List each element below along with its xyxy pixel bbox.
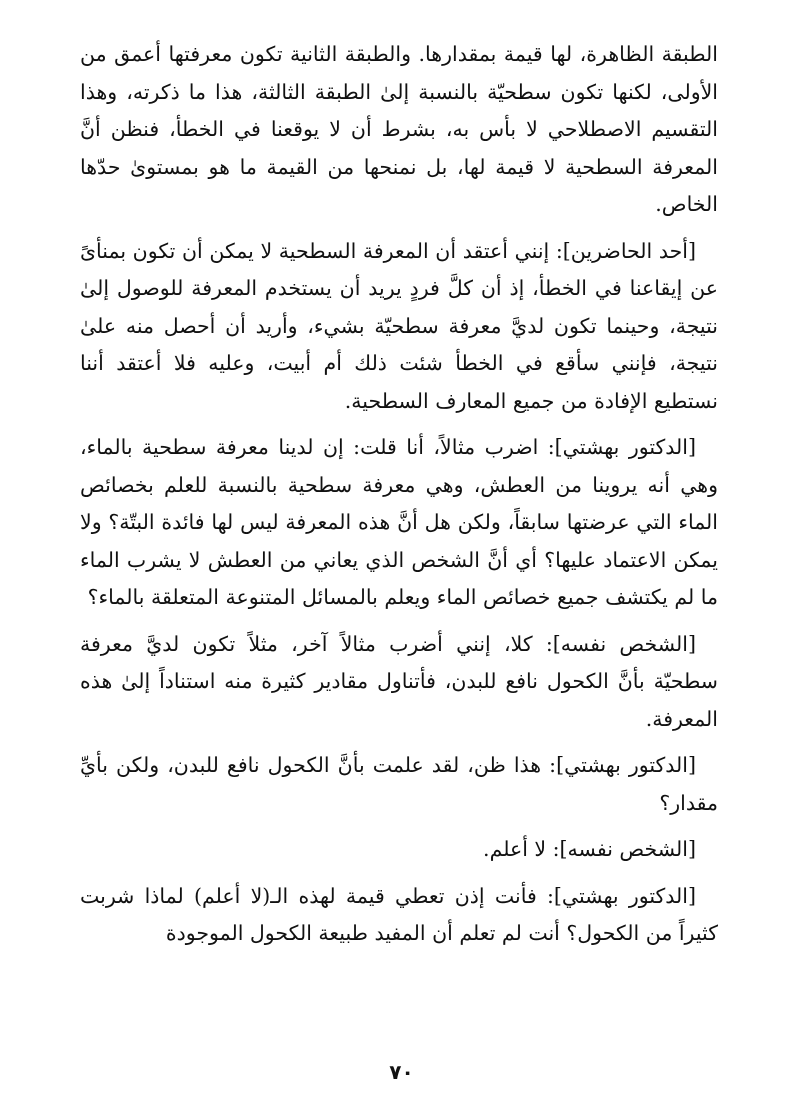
paragraph-2: [أحد الحاضرين]: إنني أعتقد أن المعرفة السطحية لا يمكن أن تكون بمنأىً عن إيقاعنا في الخطأ، إذ أن كلَّ فردٍ يريد أن يستخدم المعرفة للوصول إلىٰ نتيجة، وحينما تكون لديَّ معرفة سطحيّة بشيء، وأريد أن أحصل منه علىٰ نتيجة، فإنني سأقع في الخطأ شئت ذلك أم أبيت، وعليه فلا أعتقد أننا نستطيع الإفادة من جميع المعارف السطحية.: [80, 238, 718, 413]
paragraph-3: [الدكتور بهشتي]: اضرب مثالاً، أنا قلت: إن لدينا معرفة سطحية بالماء، وهي أنه يروينا من العطش، وهي معرفة سطحية بالنسبة للعلم بخصائص الماء التي عرضتها سابقاً، ولكن هل أنَّ هذه المعرفة ليس لها فائدة البتّة؟ ولا يمكن الاعتماد عليها؟ أي أنَّ الشخص الذي يعاني من العطش لا يشرب الماء ما لم يكتشف جميع خصائص الماء ويعلم بالمسائل المتنوعة المتعلقة بالماء؟: [80, 435, 718, 609]
page-body: [80, 36, 718, 962]
page-number: ٧٠: [389, 1060, 414, 1084]
paragraph-4: [الشخص نفسه]: كلا، إنني أضرب مثالاً آخر، مثلاً تكون لديَّ معرفة سطحيّة بأنَّ الكحول نافع للبدن، فأتناول مقادير كثيرة منه استناداً إلىٰ هذه المعرفة.: [80, 631, 718, 731]
paragraph-7: [الدكتور بهشتي]: فأنت إذن تعطي قيمة لهذه الـ(لا أعلم) لماذا شربت كثيراً من الكحول؟ أنت لم تعلم أن المفيد طبيعة الكحول الموجودة: [80, 883, 718, 945]
paragraph-6: [الشخص نفسه]: لا أعلم.: [483, 837, 696, 861]
paragraph-1: الطبقة الظاهرة، لها قيمة بمقدارها. والطبقة الثانية تكون معرفتها أعمق من الأولى، لكنها تكون سطحيّة بالنسبة إلىٰ الطبقة الثالثة، هذا ما ذكرته، وهذا التقسيم الاصطلاحي لا بأس به، بشرط أن لا يوقعنا في الخطأ، فنظن أنَّ المعرفة السطحية لا قيمة لها، بل نمنحها من القيمة ما هو بمستوىٰ حدّها الخاص.: [80, 42, 718, 216]
paragraph-5: [الدكتور بهشتي]: هذا ظن، لقد علمت بأنَّ الكحول نافع للبدن، ولكن بأيِّ مقدار؟: [80, 753, 718, 815]
